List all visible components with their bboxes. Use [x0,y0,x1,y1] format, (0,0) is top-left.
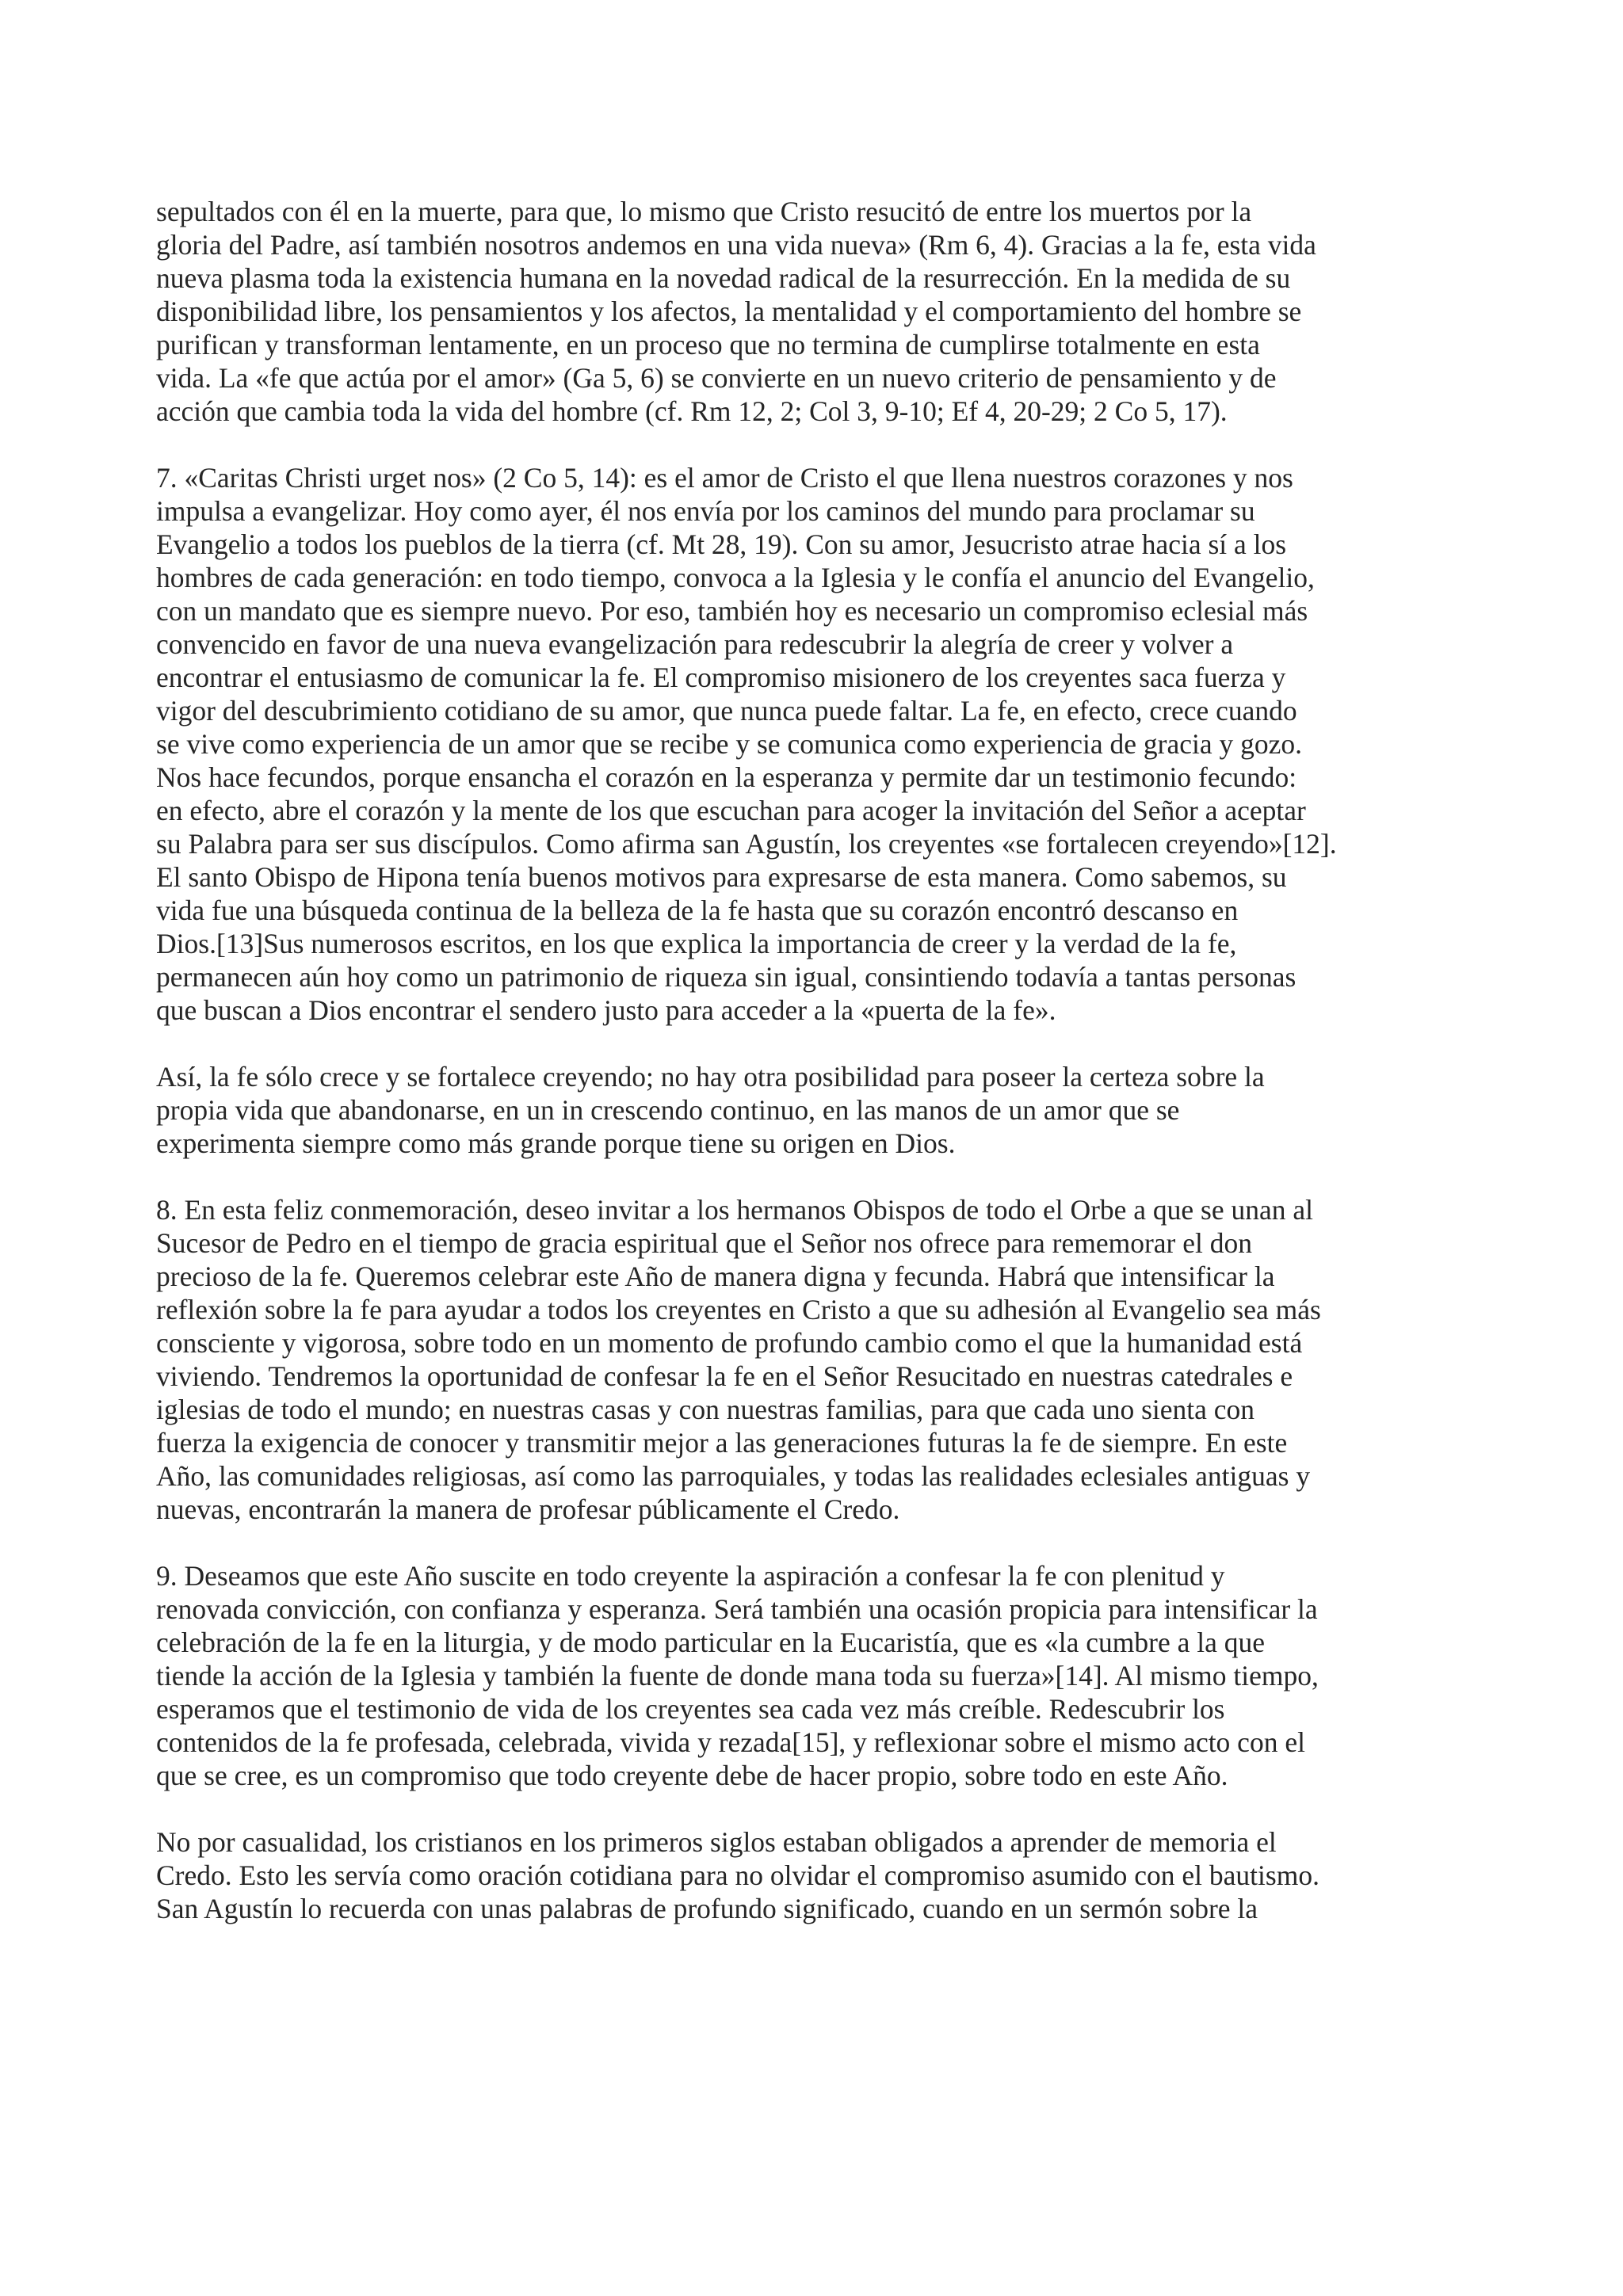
text-line: Evangelio a todos los pueblos de la tierra (cf. Mt 28, 19). Con su amor, Jesucristo atrae hacia sí a los [156,528,1287,560]
text-line: tiende la acción de la Iglesia y también la fuente de donde mana toda su fuerza»[14]. Al mismo tiempo, [156,1660,1319,1691]
paragraph-asi [156,1060,1487,1160]
text-line: viviendo. Tendremos la oportunidad de confesar la fe en el Señor Resucitado en nuestras catedrales e [156,1360,1293,1392]
text-line: experimenta siempre como más grande porque tiene su origen en Dios. [156,1127,956,1159]
text-line: Sucesor de Pedro en el tiempo de gracia espiritual que el Señor nos ofrece para rememorar el don [156,1227,1252,1259]
text-line: disponibilidad libre, los pensamientos y los afectos, la mentalidad y el comportamiento del hombre se [156,296,1302,327]
text-line: vida fue una búsqueda continua de la belleza de la fe hasta que su corazón encontró descanso en [156,894,1239,926]
text-line: encontrar el entusiasmo de comunicar la fe. El compromiso misionero de los creyentes saca fuerza y [156,662,1286,693]
text-line: Así, la fe sólo crece y se fortalece creyendo; no hay otra posibilidad para poseer la certeza sobre la [156,1061,1265,1093]
text-line: nuevas, encontrarán la manera de profesar públicamente el Credo. [156,1493,900,1525]
text-line: renovada convicción, con confianza y esperanza. Será también una ocasión propicia para intensificar la [156,1593,1318,1625]
text-line: No por casualidad, los cristianos en los primeros siglos estaban obligados a aprender de memoria el [156,1826,1277,1858]
text-line: San Agustín lo recuerda con unas palabras de profundo significado, cuando en un sermón sobre la [156,1893,1258,1924]
text-line: Credo. Esto les servía como oración cotidiana para no olvidar el compromiso asumido con el bautismo. [156,1859,1319,1891]
text-line: impulsa a evangelizar. Hoy como ayer, él nos envía por los caminos del mundo para proclamar su [156,495,1255,527]
document-page [156,195,1487,1958]
paragraph-8 [156,1193,1487,1526]
text-line: esperamos que el testimonio de vida de los creyentes sea cada vez más creíble. Redescubrir los [156,1693,1225,1725]
text-line: gloria del Padre, así también nosotros andemos en una vida nueva» (Rm 6, 4). Gracias a la fe, esta vida [156,229,1316,261]
text-line: permanecen aún hoy como un patrimonio de riqueza sin igual, consintiendo todavía a tantas personas [156,961,1296,993]
text-line: su Palabra para ser sus discípulos. Como afirma san Agustín, los creyentes «se fortalecen creyendo»[12]. [156,828,1337,860]
text-line: purifican y transforman lentamente, en un proceso que no termina de cumplirse totalmente en esta [156,329,1260,360]
text-line: Dios.[13]Sus numerosos escritos, en los que explica la importancia de creer y la verdad de la fe, [156,928,1237,959]
text-line: propia vida que abandonarse, en un in crescendo continuo, en las manos de un amor que se [156,1094,1180,1126]
text-line: El santo Obispo de Hipona tenía buenos motivos para expresarse de esta manera. Como sabemos, su [156,861,1287,893]
paragraph-no-por-casualidad [156,1825,1487,1925]
text-line: Año, las comunidades religiosas, así como las parroquiales, y todas las realidades eclesiales antiguas y [156,1460,1311,1492]
paragraph-9 [156,1559,1487,1792]
text-line: vigor del descubrimiento cotidiano de su amor, que nunca puede faltar. La fe, en efecto, crece cuando [156,695,1297,727]
text-line: precioso de la fe. Queremos celebrar este Año de manera digna y fecunda. Habrá que intensificar la [156,1261,1275,1292]
text-line: 7. «Caritas Christi urget nos» (2 Co 5, 14): es el amor de Cristo el que llena nuestros corazones y nos [156,462,1293,494]
text-line: acción que cambia toda la vida del hombre (cf. Rm 12, 2; Col 3, 9-10; Ef 4, 20-29; 2 Co 5, 17). [156,395,1228,427]
text-line: convencido en favor de una nueva evangelización para redescubrir la alegría de creer y volver a [156,628,1234,660]
text-line: que se cree, es un compromiso que todo creyente debe de hacer propio, sobre todo en este Año. [156,1760,1228,1791]
text-line: Nos hace fecundos, porque ensancha el corazón en la esperanza y permite dar un testimonio fecundo: [156,761,1297,793]
text-line: consciente y vigorosa, sobre todo en un momento de profundo cambio como el que la humanidad está [156,1327,1303,1359]
text-line: hombres de cada generación: en todo tiempo, convoca a la Iglesia y le confía el anuncio del Evangelio, [156,562,1315,593]
text-line: se vive como experiencia de un amor que se recibe y se comunica como experiencia de gracia y gozo. [156,728,1302,760]
text-line: celebración de la fe en la liturgia, y de modo particular en la Eucaristía, que es «la cumbre a la que [156,1627,1266,1658]
text-line: que buscan a Dios encontrar el sendero justo para acceder a la «puerta de la fe». [156,994,1056,1026]
text-line: sepultados con él en la muerte, para que, lo mismo que Cristo resucitó de entre los muertos por la [156,196,1252,227]
text-line: nueva plasma toda la existencia humana en la novedad radical de la resurrección. En la medida de su [156,262,1291,294]
text-line: vida. La «fe que actúa por el amor» (Ga 5, 6) se convierte en un nuevo criterio de pensamiento y de [156,362,1277,394]
text-line: en efecto, abre el corazón y la mente de los que escuchan para acoger la invitación del Señor a aceptar [156,795,1306,826]
paragraph-1 [156,195,1487,428]
paragraph-7 [156,461,1487,1027]
text-line: iglesias de todo el mundo; en nuestras casas y con nuestras familias, para que cada uno sienta con [156,1394,1255,1425]
text-line: 9. Deseamos que este Año suscite en todo creyente la aspiración a confesar la fe con plenitud y [156,1560,1225,1592]
text-line: fuerza la exigencia de conocer y transmitir mejor a las generaciones futuras la fe de siempre. En este [156,1427,1288,1459]
text-line: reflexión sobre la fe para ayudar a todos los creyentes en Cristo a que su adhesión al Evangelio sea más [156,1294,1321,1325]
text-line: contenidos de la fe profesada, celebrada, vivida y rezada[15], y reflexionar sobre el mismo acto con el [156,1726,1305,1758]
text-line: con un mandato que es siempre nuevo. Por eso, también hoy es necesario un compromiso eclesial más [156,595,1308,627]
text-line: 8. En esta feliz conmemoración, deseo invitar a los hermanos Obispos de todo el Orbe a que se unan al [156,1194,1313,1226]
